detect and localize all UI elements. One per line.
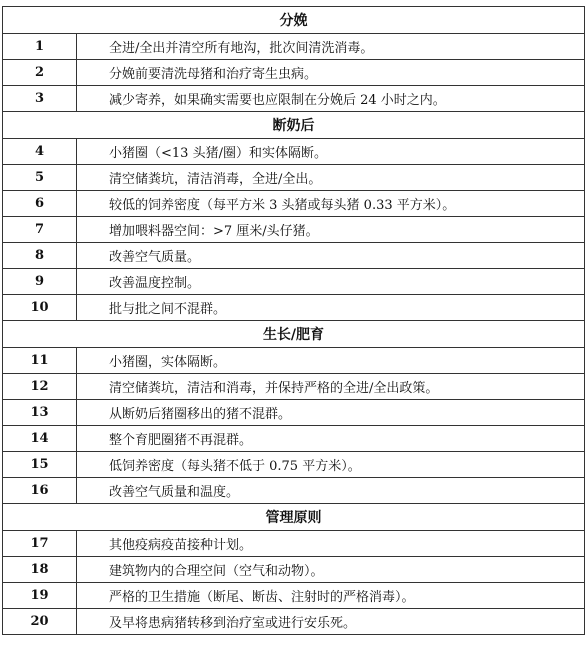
table-row <box>3 557 585 583</box>
item-number: 2 <box>3 60 77 86</box>
table-row <box>3 217 585 243</box>
table-row <box>3 165 585 191</box>
item-text: 全进/全出并清空所有地沟，批次间清洗消毒。 <box>77 34 585 60</box>
table-row <box>3 426 585 452</box>
table-row <box>3 191 585 217</box>
table-row <box>3 139 585 165</box>
section-header-row <box>3 7 585 34</box>
section-header-row <box>3 504 585 531</box>
table-row <box>3 374 585 400</box>
item-number: 6 <box>3 191 77 217</box>
table-row <box>3 295 585 321</box>
measures-table <box>2 6 585 635</box>
item-text: 其他疫病疫苗接种计划。 <box>77 531 585 557</box>
item-number: 7 <box>3 217 77 243</box>
table-row <box>3 86 585 112</box>
table-row <box>3 348 585 374</box>
item-text: 从断奶后猪圈移出的猪不混群。 <box>77 400 585 426</box>
item-text: 增加喂料器空间：>7 厘米/头仔猪。 <box>77 217 585 243</box>
item-number: 9 <box>3 269 77 295</box>
item-number: 5 <box>3 165 77 191</box>
table-row <box>3 452 585 478</box>
table-row <box>3 269 585 295</box>
item-number: 1 <box>3 34 77 60</box>
section-title: 生长/肥育 <box>3 321 585 348</box>
table-row <box>3 400 585 426</box>
item-number: 3 <box>3 86 77 112</box>
item-text: 清空储粪坑，清洁消毒，全进/全出。 <box>77 165 585 191</box>
item-text: 减少寄养，如果确实需要也应限制在分娩后 24 小时之内。 <box>77 86 585 112</box>
item-number: 16 <box>3 478 77 504</box>
item-number: 14 <box>3 426 77 452</box>
item-text: 较低的饲养密度（每平方米 3 头猪或每头猪 0.33 平方米）。 <box>77 191 585 217</box>
item-number: 8 <box>3 243 77 269</box>
item-text: 整个育肥圈猪不再混群。 <box>77 426 585 452</box>
item-text: 清空储粪坑，清洁和消毒，并保持严格的全进/全出政策。 <box>77 374 585 400</box>
item-number: 10 <box>3 295 77 321</box>
item-text: 小猪圈（<13 头猪/圈）和实体隔断。 <box>77 139 585 165</box>
section-header-row <box>3 112 585 139</box>
table-row <box>3 243 585 269</box>
item-text: 分娩前要清洗母猪和治疗寄生虫病。 <box>77 60 585 86</box>
table-row <box>3 609 585 635</box>
item-number: 12 <box>3 374 77 400</box>
table-row <box>3 583 585 609</box>
section-title: 管理原则 <box>3 504 585 531</box>
table-row <box>3 34 585 60</box>
item-number: 11 <box>3 348 77 374</box>
table-row <box>3 531 585 557</box>
item-text: 低饲养密度（每头猪不低于 0.75 平方米）。 <box>77 452 585 478</box>
item-text: 及早将患病猪转移到治疗室或进行安乐死。 <box>77 609 585 635</box>
item-text: 改善温度控制。 <box>77 269 585 295</box>
table-row <box>3 60 585 86</box>
item-number: 13 <box>3 400 77 426</box>
section-title: 断奶后 <box>3 112 585 139</box>
item-number: 15 <box>3 452 77 478</box>
item-number: 20 <box>3 609 77 635</box>
item-number: 17 <box>3 531 77 557</box>
item-number: 4 <box>3 139 77 165</box>
item-text: 改善空气质量。 <box>77 243 585 269</box>
item-text: 小猪圈，实体隔断。 <box>77 348 585 374</box>
item-number: 18 <box>3 557 77 583</box>
item-text: 改善空气质量和温度。 <box>77 478 585 504</box>
item-number: 19 <box>3 583 77 609</box>
section-header-row <box>3 321 585 348</box>
table-row <box>3 478 585 504</box>
item-text: 建筑物内的合理空间（空气和动物）。 <box>77 557 585 583</box>
item-text: 严格的卫生措施（断尾、断齿、注射时的严格消毒）。 <box>77 583 585 609</box>
item-text: 批与批之间不混群。 <box>77 295 585 321</box>
section-title: 分娩 <box>3 7 585 34</box>
